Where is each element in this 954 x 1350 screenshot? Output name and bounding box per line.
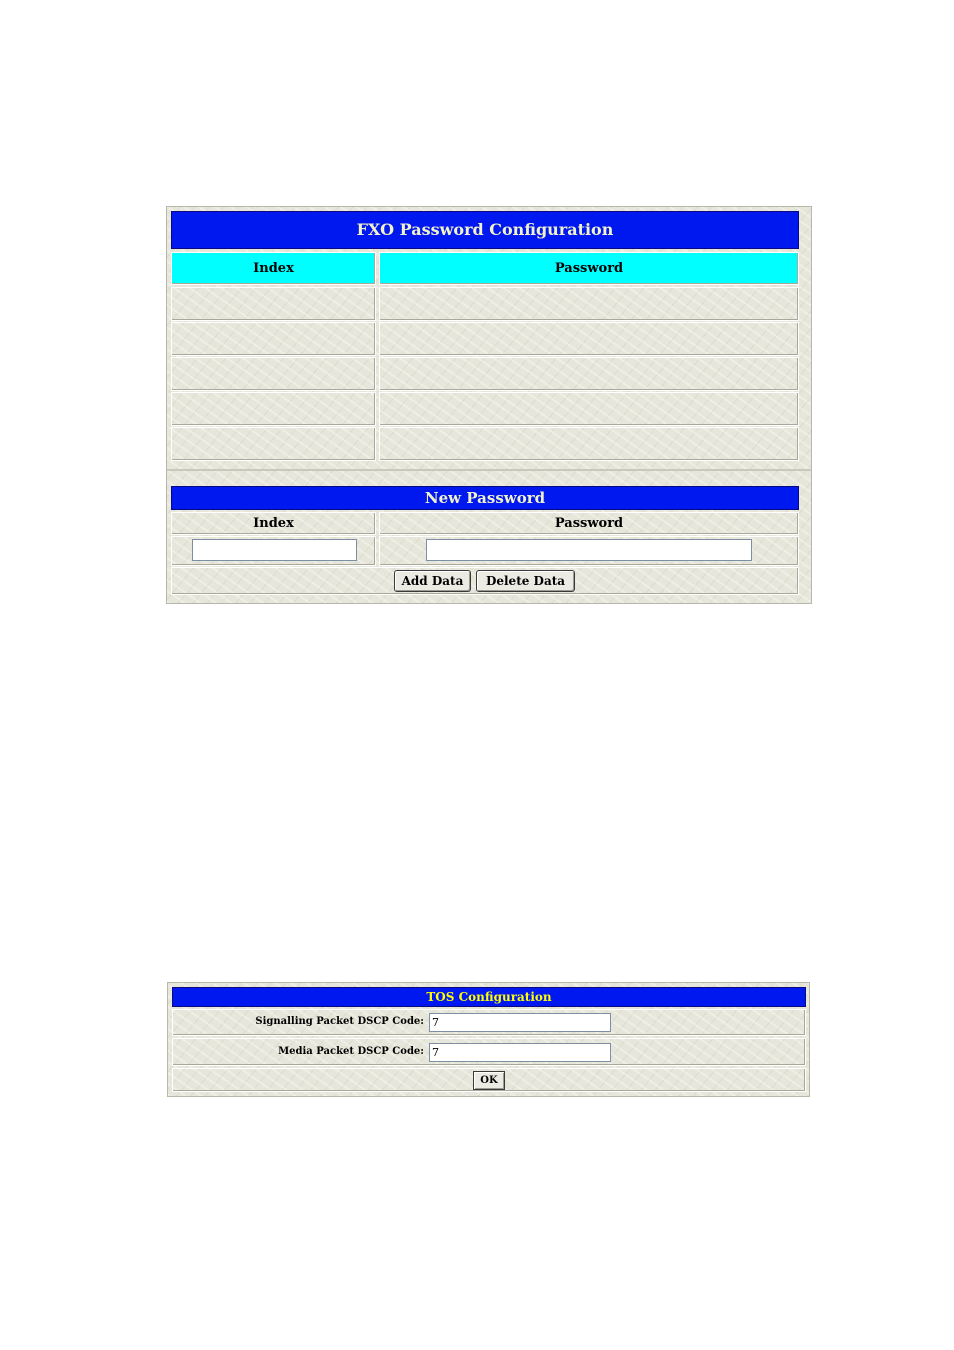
media-dscp-input[interactable] [429, 1043, 611, 1062]
new-index-header: Index [171, 512, 376, 535]
new-index-input[interactable] [192, 539, 357, 561]
section-divider [167, 469, 811, 471]
tos-configuration-panel [167, 982, 810, 1097]
new-password-input[interactable] [426, 539, 752, 561]
new-password-title: New Password [171, 486, 799, 510]
media-row [172, 1038, 806, 1066]
action-row [171, 567, 799, 595]
fxo-index-header: Index [171, 252, 376, 285]
fxo-row-password-cell [379, 357, 799, 391]
fxo-row-index-cell [171, 322, 376, 356]
add-data-button[interactable]: Add Data [394, 570, 471, 592]
fxo-password-title: FXO Password Configuration [171, 211, 799, 249]
new-password-header: Password [379, 512, 799, 535]
signalling-dscp-input[interactable] [429, 1013, 611, 1032]
new-password-cell [379, 536, 799, 566]
fxo-row-index-cell [171, 357, 376, 391]
fxo-row-password-cell [379, 287, 799, 321]
fxo-password-panel [166, 206, 812, 604]
media-dscp-label: Media Packet DSCP Code: [278, 1046, 424, 1057]
fxo-row-index-cell [171, 287, 376, 321]
delete-data-button[interactable]: Delete Data [476, 570, 575, 592]
fxo-row-password-cell [379, 427, 799, 461]
fxo-row-password-cell [379, 322, 799, 356]
fxo-password-header: Password [379, 252, 799, 285]
signalling-row [172, 1009, 806, 1036]
fxo-row-index-cell [171, 392, 376, 426]
ok-button[interactable]: OK [473, 1071, 505, 1090]
tos-configuration-title: TOS Configuration [172, 987, 806, 1007]
ok-row [172, 1068, 806, 1092]
fxo-row-password-cell [379, 392, 799, 426]
new-index-cell [171, 536, 376, 566]
fxo-row-index-cell [171, 427, 376, 461]
signalling-dscp-label: Signalling Packet DSCP Code: [255, 1016, 424, 1027]
